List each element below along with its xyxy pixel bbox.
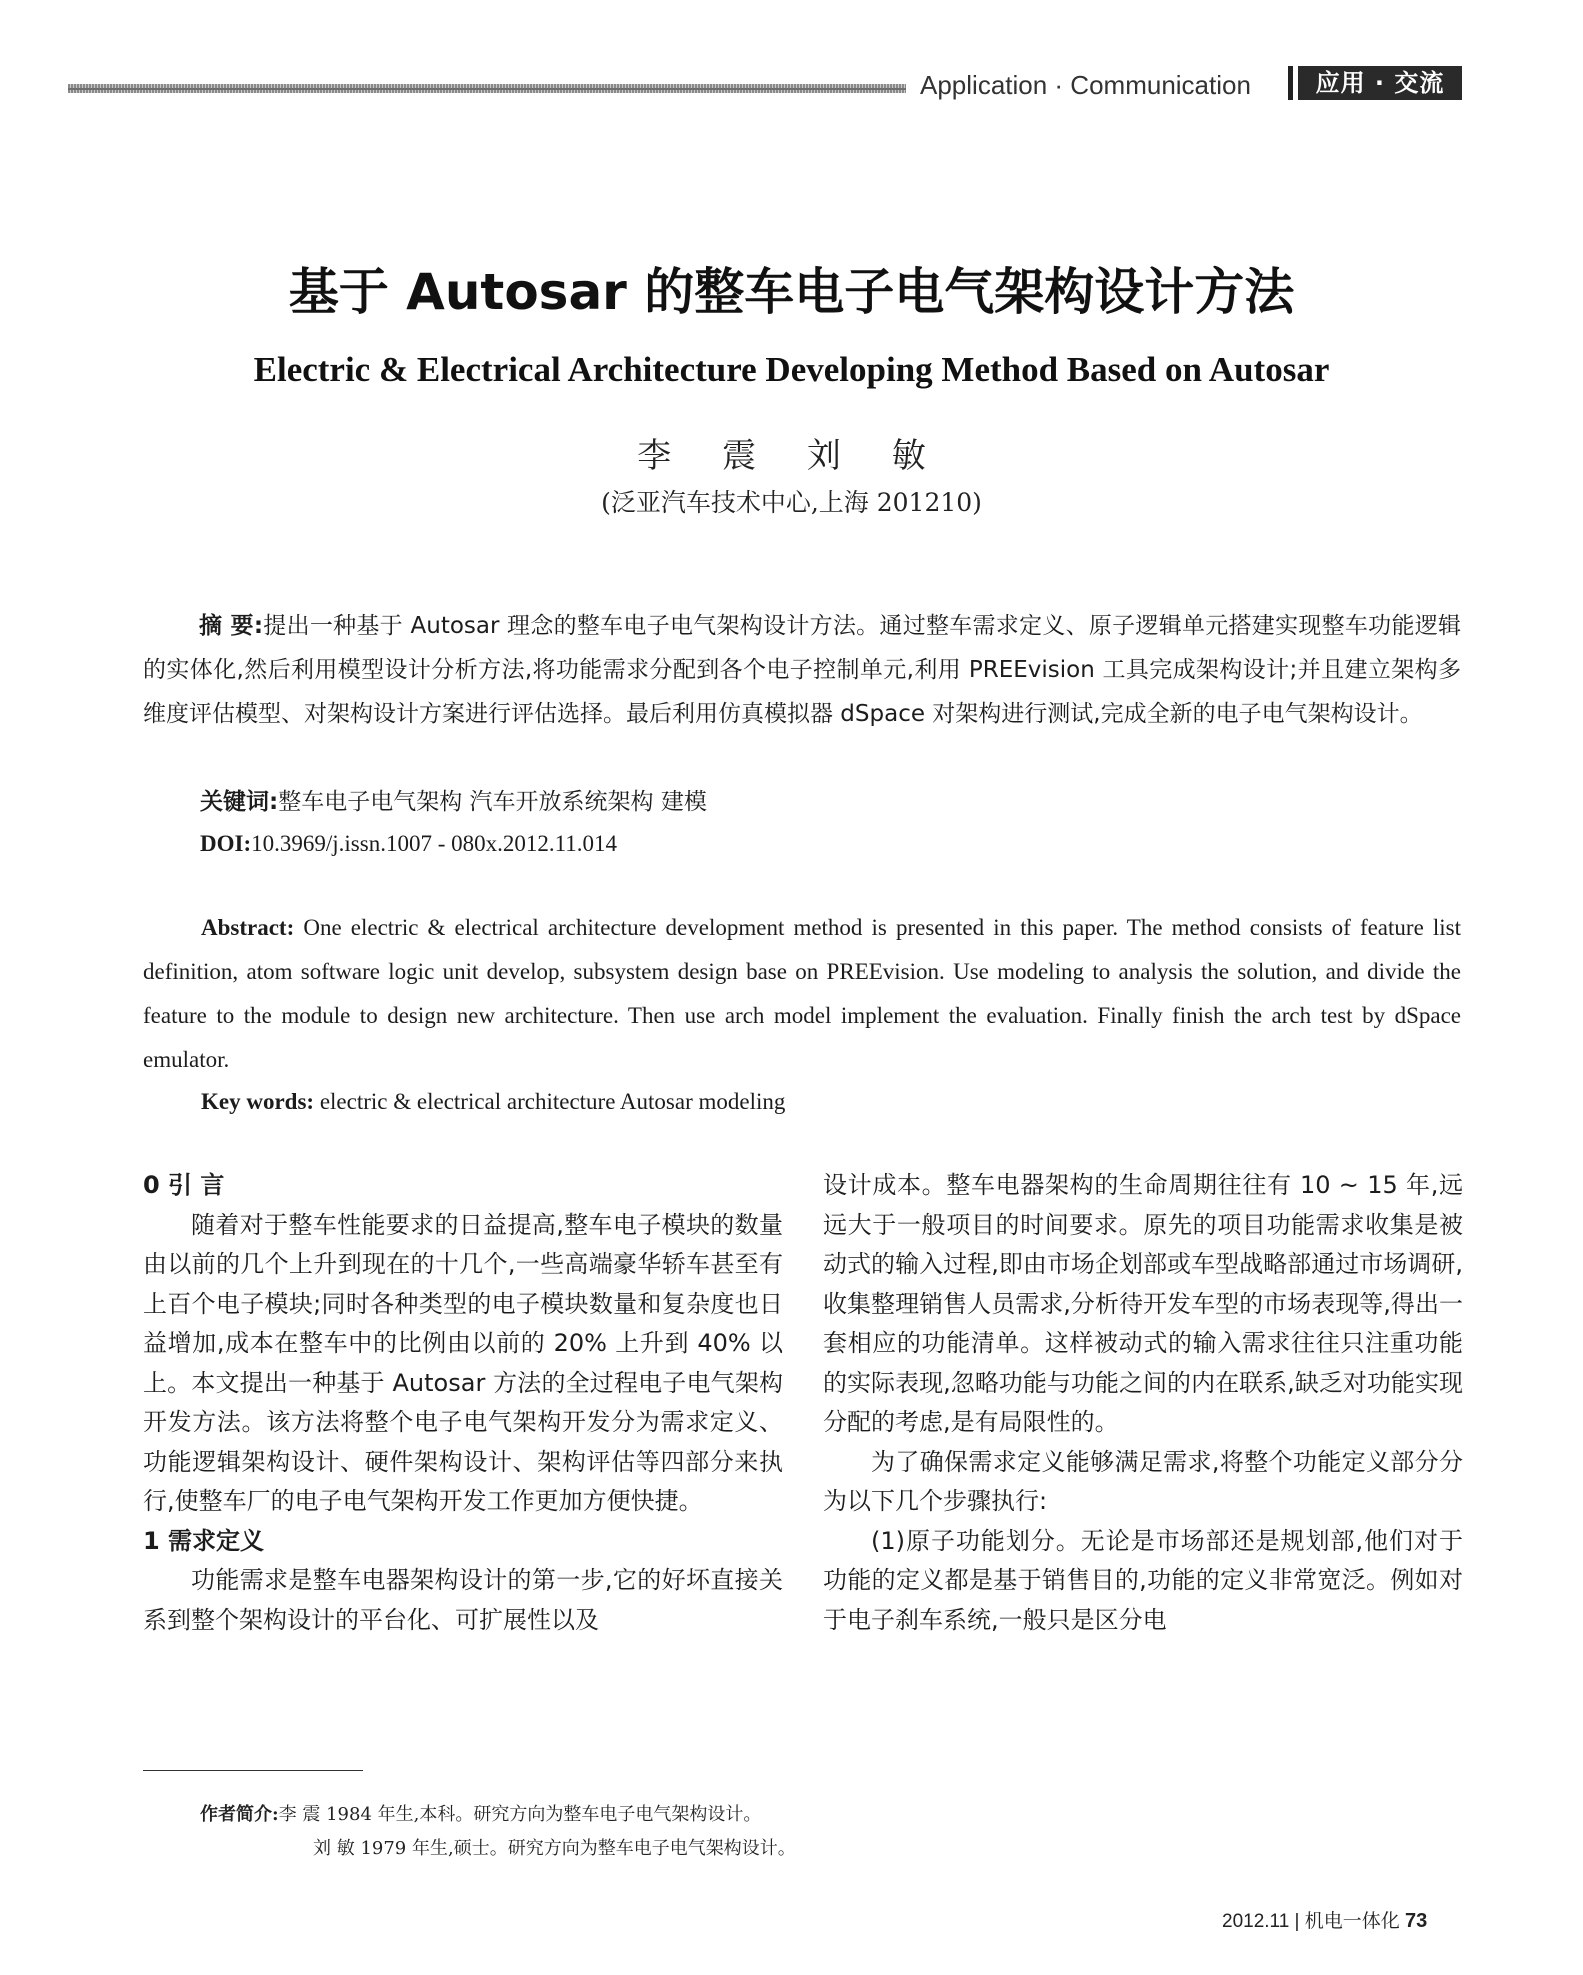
title-chinese: 基于 Autosar 的整车电子电气架构设计方法 [288, 263, 1295, 321]
body-column-left [143, 1166, 783, 1640]
en-abstract [143, 906, 1461, 1082]
doi-label: DOI: [200, 831, 252, 856]
authors: 李 震 刘 敏 [637, 436, 946, 476]
doi-value: 10.3969/j.issn.1007 - 080x.2012.11.014 [251, 831, 618, 856]
footnote-label: 作者简介: [200, 1804, 279, 1825]
cn-abstract [143, 604, 1461, 736]
footnote-author-2: 刘 敏 1979 年生,硕士。研究方向为整车电子电气架构设计。 [313, 1838, 796, 1859]
folio-issue: 2012.11 | 机电一体化 [1222, 1911, 1400, 1932]
header-section-cn: 应用 · 交流 [1298, 66, 1462, 100]
cn-abstract-text: 提出一种基于 Autosar 理念的整车电子电气架构设计方法。通过整车需求定义、原子逻辑单元搭建实现整车功能逻辑的实体化,然后利用模型设计分析方法,将功能需求分配到各个电子控制单元,利用 PREEvision 工具完成架构设计;并且建立架构多维度评估模型、对架构设计方案进行评估选择。最后利用仿真模拟器 dSpace 对架构进行测试,完成全新的电子电气架构设计。 [143, 613, 1461, 727]
cn-keywords-label: 关键词: [200, 789, 279, 815]
en-keywords [201, 1080, 1519, 1124]
paragraph-steps-intro: 为了确保需求定义能够满足需求,将整个功能定义部分分为以下几个步骤执行: [823, 1447, 1463, 1515]
header-section-en: Application · Communication [920, 70, 1251, 100]
page-number: 73 [1405, 1910, 1428, 1932]
en-keywords-text: electric & electrical architecture Autosar modeling [319, 1089, 786, 1114]
en-keywords-label: Key words: [201, 1089, 315, 1114]
footnote-line-1: 李 震 1984 年生,本科。研究方向为整车电子电气架构设计。 [278, 1804, 762, 1825]
page-folio [1222, 1906, 1427, 1933]
body-column-right [823, 1166, 1463, 1640]
footnote-author-1 [200, 1800, 761, 1826]
header-rule-line [68, 88, 906, 90]
footnote-rule [143, 1770, 363, 1771]
cn-keywords-text: 整车电子电气架构 汽车开放系统架构 建模 [278, 789, 707, 815]
section-heading-requirements: 1 需求定义 [143, 1526, 265, 1555]
cn-keywords [200, 780, 1518, 824]
paragraph-introduction: 随着对于整车性能要求的日益提高,整车电子模块的数量由以前的几个上升到现在的十几个,一些高端豪华轿车甚至有上百个电子模块;同时各种类型的电子模块数量和复杂度也日益增加,成本在整车中的比例由以前的 20% 上升到 40% 以上。本文提出一种基于 Autosar 方法的全过程电子电气架构开发方法。该方法将整个电子电气架构开发分为需求定义、功能逻辑架构设计、硬件架构设计、架构评估等四部分来执行,使整车厂的电子电气架构开发工作更加方便快捷。 [143, 1210, 783, 1515]
doi [200, 822, 1518, 866]
title-english: Electric & Electrical Architecture Developing Method Based on Autosar [253, 350, 1330, 389]
en-abstract-label: Abstract: [201, 915, 295, 940]
paragraph-design-cost: 设计成本。整车电器架构的生命周期往往有 10 ~ 15 年,远远大于一般项目的时间要求。原先的项目功能需求收集是被动式的输入过程,即由市场企划部或车型战略部通过市场调研,收集整理销售人员需求,分析待开发车型的市场表现等,得出一套相应的功能清单。这样被动式的输入需求往往只注重功能的实际表现,忽略功能与功能之间的内在联系,缺乏对功能实现分配的考虑,是有局限性的。 [823, 1171, 1463, 1436]
paragraph-atomic-function: (1)原子功能划分。无论是市场部还是规划部,他们对于功能的定义都是基于销售目的,功能的定义非常宽泛。例如对于电子刹车系统,一般只是区分电 [823, 1526, 1463, 1634]
section-heading-introduction: 0 引 言 [143, 1171, 225, 1199]
cn-abstract-label: 摘 要: [199, 613, 264, 639]
paragraph-requirements: 功能需求是整车电器架构设计的第一步,它的好坏直接关系到整个架构设计的平台化、可扩展性以及 [143, 1566, 783, 1634]
header-separator [1288, 66, 1293, 100]
en-abstract-text: One electric & electrical architecture development method is presented in this paper. The method consists of feature list definition, atom software logic unit develop, subsystem design base on PREEvision. Use modeling to analysis the solution, and divide the feature to the module to design new architecture. Then use arch model implement the evaluation. Finally finish the arch test by dSpace emulator. [143, 915, 1461, 1072]
affiliation: (泛亚汽车技术中心,上海 201210) [601, 488, 982, 517]
cn-abstract-paragraph [143, 604, 1461, 736]
